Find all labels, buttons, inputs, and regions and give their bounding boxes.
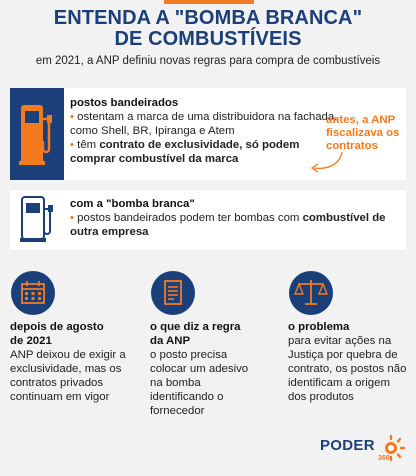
card-bomba-branca <box>10 190 406 250</box>
column-1-text: ANP deixou de exigir a exclusividade, mas os contratos privados continuam em vigor <box>10 349 126 403</box>
card2-text-pre: postos bandeirados podem ter bombas com <box>77 212 303 224</box>
card1-heading: postos bandeirados <box>70 97 179 109</box>
fuel-pump-orange-icon <box>17 99 57 169</box>
card2-text-bold: combustível de outra empresa <box>70 212 386 238</box>
title-line-1: ENTENDA A "BOMBA BRANCA" <box>53 7 363 29</box>
bullet-dot: • <box>70 212 78 224</box>
title-line-2: DE COMBUSTÍVEIS <box>114 28 302 50</box>
column-3-text: para evitar ações na Justiça por quebra de contrato, os postos não identificam a origem dos produtos <box>288 335 407 403</box>
card2-body <box>70 211 400 239</box>
page-title <box>0 8 416 50</box>
page-subtitle: em 2021, a ANP definiu novas regras para compra de combustíveis <box>35 55 381 67</box>
bullet-dot: • <box>70 111 78 123</box>
card1-bullet-2-pre: têm <box>77 139 100 151</box>
curved-arrow-icon <box>306 150 346 176</box>
column-2 <box>150 320 260 418</box>
sun-rays-icon <box>376 435 406 461</box>
column-2-text: o posto precisa colocar um adesivo na bomba identificando o fornecedor <box>150 349 249 417</box>
card1-bullet-1-text: ostentam a marca de uma distribuidora na fachada, como Shell, BR, Ipiranga e Atem <box>70 111 338 137</box>
card1-bullet-2-bold: contrato de exclusividade, só podem comprar combustível da marca <box>70 139 300 165</box>
column-3-heading: o problema <box>288 321 350 333</box>
document-icon <box>150 270 196 316</box>
scales-icon <box>288 270 334 316</box>
card2-text <box>70 197 400 239</box>
bullet-dot: • <box>70 139 78 151</box>
logo-sub: 360 <box>378 455 390 462</box>
calendar-icon <box>10 270 56 316</box>
card-strip <box>10 88 64 180</box>
card2-heading: com a "bomba branca" <box>70 198 195 210</box>
card1-bullet-2 <box>70 138 340 166</box>
column-2-heading: o que diz a regra da ANP <box>150 321 241 347</box>
top-accent-bar <box>164 0 254 4</box>
card1-text <box>70 96 340 166</box>
card-strip <box>10 190 64 250</box>
annotation-note: antes, a ANP fiscalizava os contratos <box>326 114 400 152</box>
column-1-heading: depois de agosto de 2021 <box>10 321 104 347</box>
column-1 <box>10 320 138 404</box>
fuel-pump-white-icon <box>18 195 58 245</box>
logo-name: PODER <box>320 437 375 454</box>
card1-bullet-1 <box>70 110 340 138</box>
column-3 <box>288 320 410 404</box>
